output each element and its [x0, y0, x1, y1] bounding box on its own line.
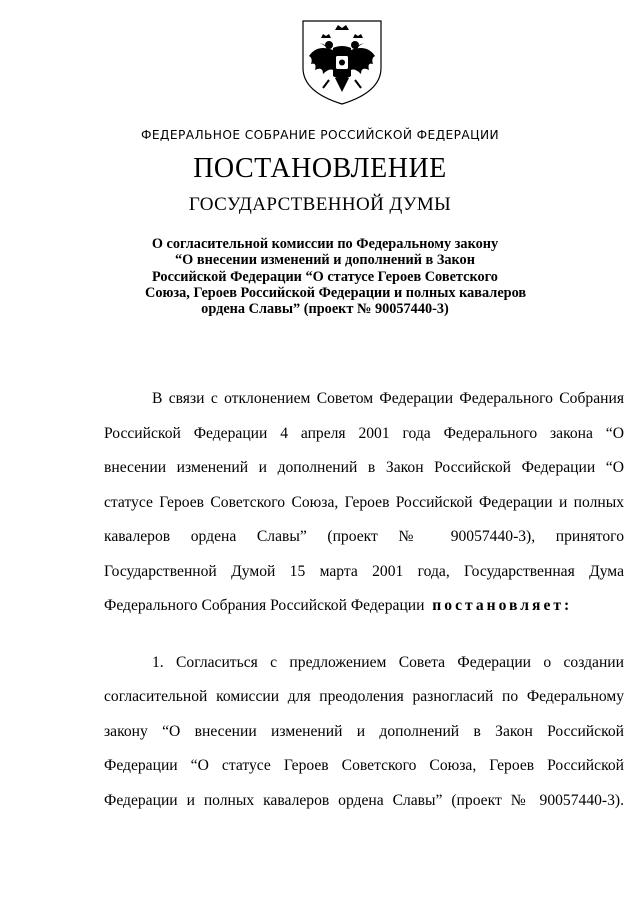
issuer-name: ГОСУДАРСТВЕННОЙ ДУМЫ	[188, 194, 452, 215]
paragraph-line: статусе Героев Советского Союза, Героев Российской Федерации и полных	[104, 493, 624, 511]
coat-of-arms-icon	[299, 18, 385, 106]
paragraph-line: согласительной комиссии для преодоления разногласий по Федеральному	[104, 688, 624, 705]
paragraph-last-line	[104, 589, 624, 624]
document-subject	[145, 236, 527, 318]
paragraph-line: внесении изменений и дополнений в Закон Российской Федерации “О	[104, 459, 624, 476]
paragraph-line: Государственной Думой 15 марта 2001 года, Государственная Дума	[104, 562, 624, 580]
document-body	[104, 382, 624, 818]
paragraph-line: закону “О внесении изменений и дополнений в Закон Российской	[104, 722, 624, 740]
paragraph-line-text: Федерального Собрания Российской Федерации	[104, 597, 425, 614]
paragraph-line: 1. Согласиться с предложением Совета Федерации о создании	[152, 653, 624, 671]
resolves-word: постановляет:	[432, 597, 573, 614]
subject-line: ордена Славы” (проект № 90057440-3)	[201, 301, 449, 318]
subject-line: О согласительной комиссии по Федеральному закону	[151, 236, 499, 252]
paragraph-line: Российской Федерации 4 апреля 2001 года Федерального закона “О	[104, 424, 624, 442]
subject-line: Российской Федерации “О статусе Героев Советского	[152, 268, 498, 285]
organization-name: ФЕДЕРАЛЬНОЕ СОБРАНИЕ РОССИЙСКОЙ ФЕДЕРАЦИИ	[140, 128, 500, 142]
paragraph-line: Федерации “О статусе Героев Советского Союза, Героев Российской	[104, 757, 624, 774]
subject-line: Союза, Героев Российской Федерации и полных кавалеров	[145, 284, 527, 301]
subject-line: “О внесении изменений и дополнений в Закон	[175, 252, 475, 269]
paragraph-gap	[104, 624, 624, 646]
paragraph-line: В связи с отклонением Советом Федерации Федерального Собрания	[152, 390, 624, 407]
document-type: ПОСТАНОВЛЕНИЕ	[193, 153, 447, 184]
paragraph-line: Федерации и полных кавалеров ордена Славы” (проект № 90057440-3).	[104, 791, 624, 809]
paragraph-line: кавалеров ордена Славы” (проект № 90057440-3), принятого	[104, 528, 624, 545]
